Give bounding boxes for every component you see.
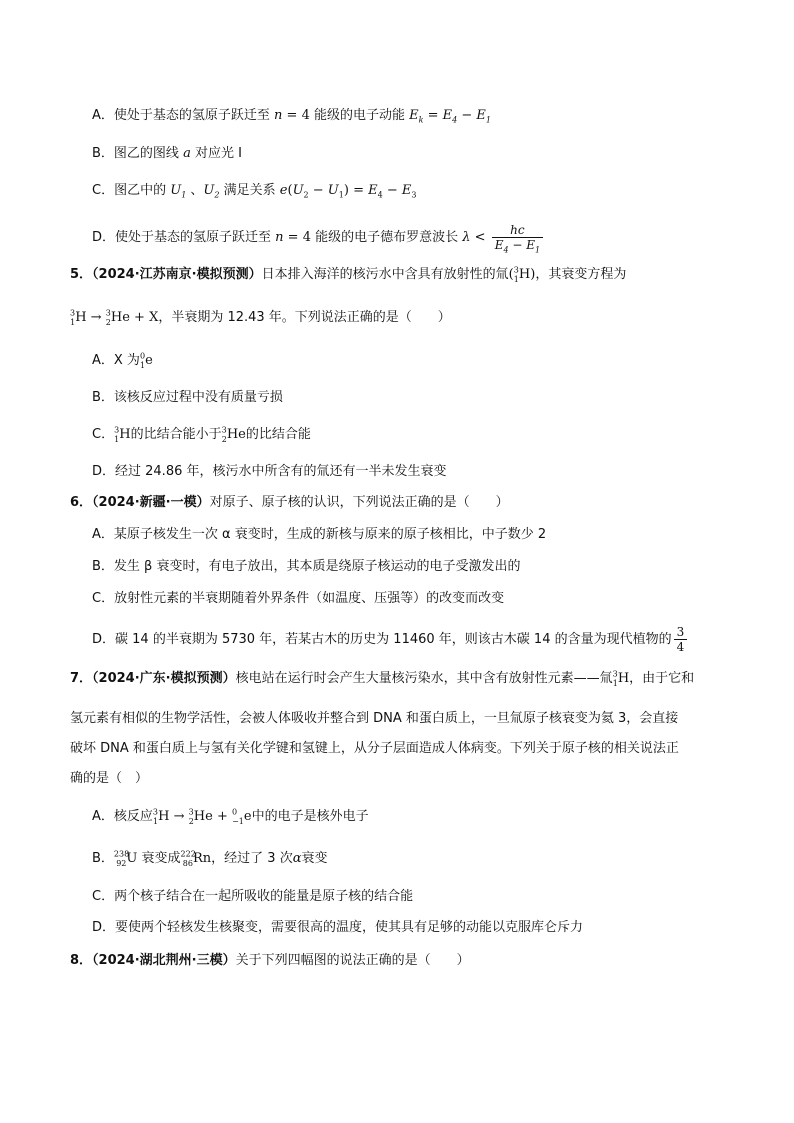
q8-stem: 8．（2024·湖北荆州·三模）关于下列四幅图的说法正确的是（ ） [70,953,470,968]
q6-stem: 6．（2024·新疆·一模）对原子、原子核的认识，下列说法正确的是（ ） [70,495,509,510]
q4-option-b: B．图乙的图线 a 对应光 Ⅰ [92,146,242,161]
q5-decay-equation: $^3_1$H → $^3_2$He + X [70,308,159,327]
q4-option-d-fraction: $\frac{hc}{E_4 - E_1}$ [492,223,543,252]
q8-header: 8．（2024·湖北荆州·三模） [70,953,236,968]
q7-stem-line1: 7．（2024·广东·模拟预测）核电站在运行时会产生大量核污染水，其中含有放射性元素——氚$^3_1$H，由于它和 [70,669,695,688]
q5-option-c: C．$^3_1$H的比结合能小于$^3_2$He的比结合能 [92,425,311,444]
q4-option-d: D．使处于基态的氢原子跃迁至 n = 4 能级的电子德布罗意波长 λ < $\frac{hc}{E_4 - E_1}$ [92,223,545,252]
q5-header: 5．（2024·江苏南京·模拟预测） [70,267,262,282]
q4-option-c: C．图乙中的 $U_1$ 、$U_2$ 满足关系 $e(U_2 - U_1) = E_4 - E_3$ [92,183,417,200]
q7-header: 7．（2024·广东·模拟预测） [70,671,236,686]
q6-header: 6．（2024·新疆·一模） [70,495,210,510]
q5-stem-line1: 5．（2024·江苏南京·模拟预测）日本排入海洋的核污水中含具有放射性的氚($^3_1$H)，其衰变方程为 [70,265,627,284]
q6-option-a: A．某原子核发生一次 α 衰变时，生成的新核与原来的原子核相比，中子数少 2 [92,527,547,542]
q6-option-c: C．放射性元素的半衰期随着外界条件（如温度、压强等）的改变而改变 [92,591,505,606]
q7-stem-line4: 确的是（ ） [70,771,149,786]
q5-option-a: A．X 为$^0_1$e [92,351,153,370]
q7-option-d: D．要使两个轻核发生核聚变，需要很高的温度，使其具有足够的动能以克服库仑斥力 [92,920,584,935]
q4-option-a-formula-n: n [274,108,283,123]
q6-option-b: B．发生 β 衰变时，有电子放出，其本质是绕原子核运动的电子受激发出的 [92,559,521,574]
q6-option-d: D．碳 14 的半衰期为 5730 年，若某古木的历史为 11460 年，则该古木碳 14 的含量为现代植物的 $\frac{3}{4}$ [92,625,689,654]
q4-option-a: A．使处于基态的氢原子跃迁至 n = 4 能级的电子动能 $E_k = E_4 - E_1$ [92,108,492,125]
q5-option-d: D．经过 24.86 年，核污水中所含有的氚还有一半未发生衰变 [92,464,447,479]
q4-option-a-text: A．使处于基态的氢原子跃迁至 [92,108,270,123]
q4-option-a-formula: $E_k = E_4 - E_1$ [409,108,492,125]
q7-option-b: B．$^{238}_{92}$U 衰变成$^{222}_{86}$Rn，经过了 3 次α衰变 [92,849,328,868]
q6-fraction: $\frac{3}{4}$ [674,625,688,654]
q5-stem-line2: $^3_1$H → $^3_2$He + X，半衰期为 12.43 年。下列说法正确的是（ ） [70,308,451,327]
q7-option-c: C．两个核子结合在一起所吸收的能量是原子核的结合能 [92,889,414,904]
q7-stem-line3: 破坏 DNA 和蛋白质上与氢有关化学键和氢键上，从分子层面造成人体病变。下列关于原子核的相关说法正 [70,741,679,756]
q5-option-b: B．该核反应过程中没有质量亏损 [92,390,283,405]
q7-stem-line2: 氢元素有相似的生物学活性，会被人体吸收并整合到 DNA 和蛋白质上，一旦氚原子核衰变为氦 3，会直接 [70,711,679,726]
q7-option-a: A．核反应$^3_1$H → $^3_2$He + $^0_{-1}$e中的电子是核外电子 [92,807,369,826]
q4-option-c-formula: e [279,183,288,198]
q7-option-a-equation: $^3_1$H → $^3_2$He + $^0_{-1}$e [152,807,252,826]
